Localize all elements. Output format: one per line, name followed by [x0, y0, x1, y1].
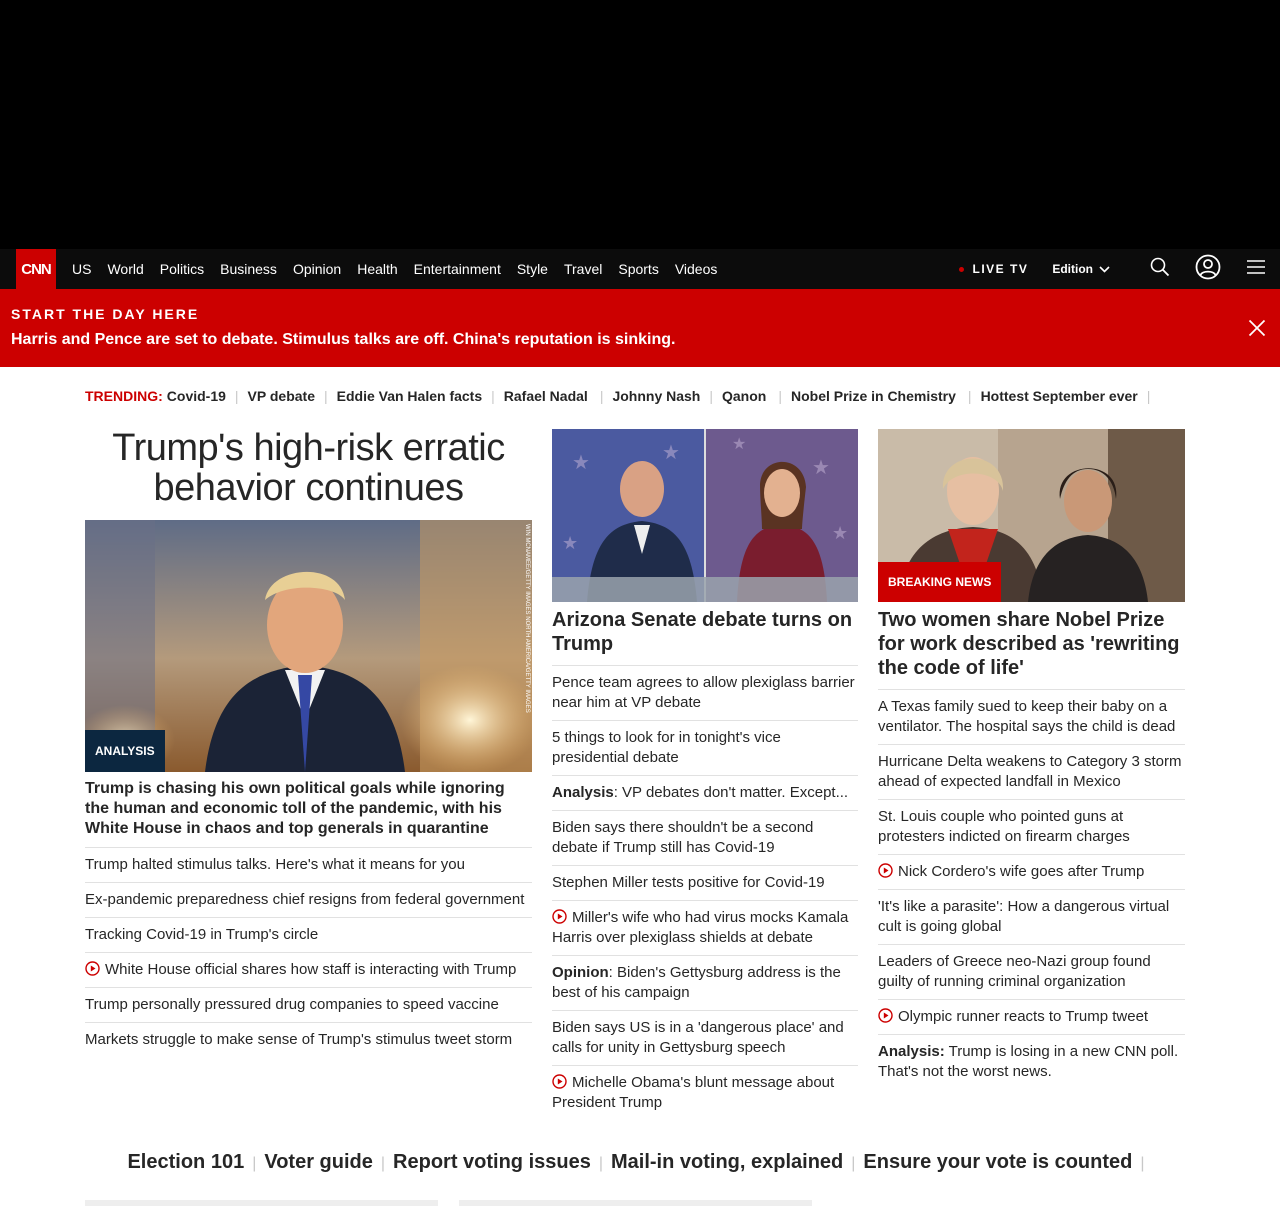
divider: |: [709, 388, 713, 404]
trending-item[interactable]: Eddie Van Halen facts: [336, 388, 483, 404]
search-button[interactable]: [1136, 249, 1184, 289]
election-link[interactable]: Voter guide: [264, 1151, 373, 1173]
menu-button[interactable]: [1232, 249, 1280, 289]
story-link[interactable]: Trump halted stimulus talks. Here's what it means for you: [85, 856, 465, 873]
debate-photo-illustration: [552, 429, 858, 602]
divider: |: [598, 1155, 603, 1172]
hamburger-menu-icon: [1246, 259, 1266, 280]
story-link[interactable]: Hurricane Delta weakens to Category 3 storm ahead of expected landfall in Mexico: [878, 753, 1182, 790]
lead-headline[interactable]: Trump's high-risk erratic behavior continues: [112, 427, 505, 509]
story-link[interactable]: Olympic runner reacts to Trump tweet: [898, 1008, 1149, 1025]
story-link[interactable]: A Texas family sued to keep their baby on a ventilator. The hospital says the child is dead: [878, 698, 1176, 735]
nav-link-entertainment[interactable]: Entertainment: [413, 261, 501, 277]
nav-link-videos[interactable]: Videos: [674, 261, 718, 277]
story-link[interactable]: Stephen Miller tests positive for Covid-19: [552, 874, 825, 891]
divider: |: [599, 388, 604, 404]
election-link[interactable]: Report voting issues: [393, 1151, 591, 1173]
list-item[interactable]: [552, 956, 858, 1011]
list-item[interactable]: [878, 855, 1185, 890]
story-link[interactable]: White House official shares how staff is interacting with Trump: [105, 961, 517, 978]
edition-dropdown[interactable]: [1052, 262, 1110, 276]
content-placeholder: [459, 1200, 812, 1206]
story-prefix: Opinion: [552, 964, 609, 981]
debate-headline[interactable]: Arizona Senate debate turns on Trump: [552, 608, 858, 666]
svg-text:★: ★: [732, 436, 747, 453]
debate-story-image[interactable]: [552, 429, 858, 602]
election-link[interactable]: Election 101: [127, 1151, 245, 1173]
story-link[interactable]: Michelle Obama's blunt message about President Trump: [552, 1074, 835, 1111]
banner-headline[interactable]: Harris and Pence are set to debate. Stimulus talks are off. China's reputation is sinking.: [11, 331, 676, 348]
divider: |: [967, 388, 972, 404]
nobel-story-image[interactable]: [878, 429, 1185, 602]
account-button[interactable]: [1184, 249, 1232, 289]
nav-link-travel[interactable]: Travel: [563, 261, 603, 277]
svg-text:★: ★: [562, 533, 579, 553]
play-video-icon: [878, 1008, 893, 1023]
divider: |: [234, 388, 239, 404]
story-link[interactable]: Pence team agrees to allow plexiglass barrier near him at VP debate: [552, 674, 855, 711]
list-item[interactable]: [552, 776, 858, 811]
story-link[interactable]: Ex-pandemic preparedness chief resigns from federal government: [85, 891, 525, 908]
election-links-bar: [0, 1151, 1280, 1174]
nobel-story-column: [878, 429, 1185, 1089]
story-link[interactable]: Trump personally pressured drug companies to speed vaccine: [85, 996, 499, 1013]
content-placeholder: [85, 1200, 438, 1206]
trending-item[interactable]: Johnny Nash: [612, 388, 701, 404]
nav-link-sports[interactable]: Sports: [618, 261, 659, 277]
debate-story-column: [552, 429, 858, 1120]
nav-link-opinion[interactable]: Opinion: [292, 261, 342, 277]
user-account-icon: [1195, 254, 1221, 285]
story-link[interactable]: Biden says there shouldn't be a second debate if Trump still has Covid-19: [552, 819, 814, 856]
story-prefix: Analysis: [552, 784, 614, 801]
election-link[interactable]: Ensure your vote is counted: [863, 1151, 1133, 1173]
trending-item[interactable]: Rafael Nadal: [503, 388, 588, 404]
nav-link-style[interactable]: Style: [516, 261, 548, 277]
list-item[interactable]: [552, 721, 858, 776]
close-icon: [1248, 324, 1266, 341]
lead-story-image[interactable]: [85, 520, 532, 772]
nav-link-politics[interactable]: Politics: [159, 261, 205, 277]
trending-item[interactable]: Nobel Prize in Chemistry: [790, 388, 956, 404]
story-link[interactable]: Miller's wife who had virus mocks Kamala Harris over plexiglass shields at debate: [552, 909, 849, 946]
list-item[interactable]: [552, 666, 858, 721]
breaking-news-label: BREAKING NEWS: [878, 562, 1001, 602]
cnn-logo[interactable]: CNN: [16, 249, 56, 289]
lead-sub-headline[interactable]: Trump is chasing his own political goals while ignoring the human and economic toll of the pandemic, with his White House in chaos and top generals in quarantine: [85, 779, 532, 848]
list-item[interactable]: [878, 890, 1185, 945]
play-video-icon: [878, 863, 893, 878]
nav-link-health[interactable]: Health: [357, 261, 398, 277]
list-item[interactable]: [85, 988, 532, 1023]
top-navigation: [0, 249, 1280, 289]
svg-text:★: ★: [572, 452, 590, 474]
svg-text:★: ★: [812, 457, 830, 479]
list-item[interactable]: [85, 918, 532, 953]
list-item[interactable]: [85, 953, 532, 988]
list-item[interactable]: [85, 883, 532, 918]
story-link[interactable]: Tracking Covid-19 in Trump's circle: [85, 926, 319, 943]
photo-credit: WIN MCNAMEE/GETTY IMAGES NORTH AMERICA/GETTY IMAGES: [524, 524, 530, 713]
nobel-story-list: [878, 690, 1185, 1089]
nav-link-world[interactable]: World: [107, 261, 144, 277]
list-item[interactable]: [878, 1035, 1185, 1089]
close-banner-button[interactable]: [1248, 319, 1266, 337]
story-link[interactable]: Nick Cordero's wife goes after Trump: [898, 863, 1145, 880]
trending-bar: [85, 388, 1159, 404]
nobel-headline[interactable]: Two women share Nobel Prize for work described as 'rewriting the code of life': [878, 608, 1185, 690]
svg-text:★: ★: [832, 523, 849, 543]
edition-label: Edition: [1052, 262, 1093, 276]
list-item[interactable]: [85, 848, 532, 883]
divider: |: [252, 1155, 257, 1172]
chevron-down-icon: [1099, 262, 1110, 276]
story-link[interactable]: Leaders of Greece neo-Nazi group found guilty of running criminal organization: [878, 953, 1151, 990]
list-item[interactable]: [552, 1066, 858, 1120]
story-link[interactable]: : VP debates don't matter. Except...: [613, 784, 849, 801]
story-link[interactable]: St. Louis couple who pointed guns at protesters indicted on firearm charges: [878, 808, 1130, 845]
live-tv-link[interactable]: [959, 262, 1028, 276]
nav-link-us[interactable]: US: [72, 261, 92, 277]
divider: |: [1146, 388, 1151, 404]
svg-text:★: ★: [662, 442, 680, 464]
story-link[interactable]: : Biden's Gettysburg address is the best of his campaign: [552, 964, 841, 1001]
search-icon: [1150, 257, 1170, 282]
story-link[interactable]: Markets struggle to make sense of Trump's stimulus tweet storm: [85, 1031, 513, 1048]
play-video-icon: [552, 1074, 567, 1089]
story-link[interactable]: Trump is losing in a new CNN poll. That's not the worst news.: [878, 1043, 1179, 1080]
list-item[interactable]: [552, 866, 858, 901]
analysis-label: ANALYSIS: [85, 730, 165, 772]
election-link[interactable]: Mail-in voting, explained: [611, 1151, 844, 1173]
start-the-day-banner[interactable]: [0, 289, 1280, 367]
story-link[interactable]: 5 things to look for in tonight's vice presidential debate: [552, 729, 781, 766]
list-item[interactable]: [878, 690, 1185, 745]
story-prefix: Analysis:: [878, 1043, 945, 1060]
play-video-icon: [552, 909, 567, 924]
trending-item[interactable]: Hottest September ever: [980, 388, 1138, 404]
list-item[interactable]: [878, 1000, 1185, 1035]
trending-label: TRENDING:: [85, 388, 163, 404]
play-video-icon: [85, 961, 100, 976]
live-indicator-icon: [959, 267, 964, 272]
divider: |: [851, 1155, 856, 1172]
trending-item[interactable]: Covid-19: [166, 388, 226, 404]
debate-story-list: [552, 666, 858, 1120]
divider: |: [380, 1155, 386, 1172]
list-item[interactable]: [552, 901, 858, 956]
list-item[interactable]: [85, 1023, 532, 1057]
banner-kicker: START THE DAY HERE: [11, 306, 200, 322]
advertisement-area: [0, 0, 1280, 249]
divider: |: [323, 388, 328, 404]
divider: |: [1140, 1155, 1145, 1172]
lead-story-column: [85, 426, 532, 1057]
nav-utilities: [959, 249, 1280, 289]
list-item[interactable]: [552, 811, 858, 866]
list-item[interactable]: [878, 800, 1185, 855]
list-item[interactable]: [552, 1011, 858, 1066]
section-nav: [64, 249, 725, 289]
trending-item[interactable]: Qanon: [722, 388, 767, 404]
story-link[interactable]: Biden says US is in a 'dangerous place' and calls for unity in Gettysburg speech: [552, 1019, 844, 1056]
lead-story-list: [85, 848, 532, 1057]
list-item[interactable]: [878, 745, 1185, 800]
story-link[interactable]: 'It's like a parasite': How a dangerous virtual cult is going global: [878, 898, 1170, 935]
list-item[interactable]: [878, 945, 1185, 1000]
live-tv-label: LIVE TV: [972, 262, 1029, 276]
divider: |: [491, 388, 495, 404]
divider: |: [778, 388, 782, 404]
nav-link-business[interactable]: Business: [220, 261, 277, 277]
trending-item[interactable]: VP debate: [247, 388, 315, 404]
